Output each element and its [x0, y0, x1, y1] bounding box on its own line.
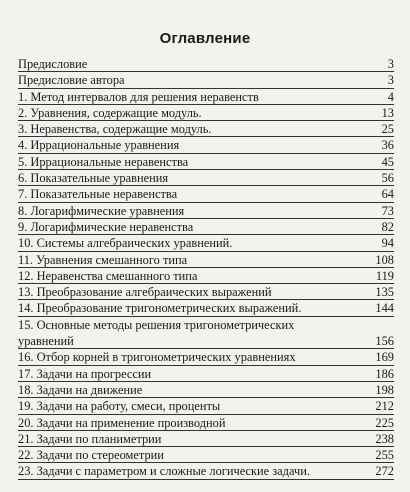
toc-entry	[18, 89, 394, 105]
toc-entry-page: 3	[387, 73, 394, 88]
toc-entry	[18, 219, 394, 235]
toc-entry-label: 2. Уравнения, содержащие модуль.	[18, 105, 202, 120]
toc-entry-page: 25	[381, 122, 394, 137]
toc-entry	[18, 447, 394, 463]
toc-entry-label: Предисловие автора	[18, 73, 125, 88]
toc-entry-page: 73	[381, 203, 394, 218]
toc-entry-label: 13. Преобразование алгебраических выражений	[18, 285, 272, 300]
toc-entry-page: 156	[375, 334, 394, 349]
toc-entry-page: 119	[375, 268, 394, 283]
toc-entry-label: 18. Задачи на движение	[18, 382, 143, 397]
toc-entry-page: 255	[375, 448, 394, 463]
toc-entry-label: 4. Иррациональные уравнения	[18, 138, 180, 153]
toc-entry-page: 135	[375, 285, 394, 300]
toc-entry-label: 12. Неравенства смешанного типа	[18, 268, 198, 283]
toc-entry-label: 10. Системы алгебраических уравнений.	[18, 236, 233, 251]
toc-entry-label: 23. Задачи с параметром и сложные логические задачи.	[18, 464, 310, 479]
toc-entry	[18, 317, 394, 350]
toc-entry-page: 64	[381, 187, 394, 202]
toc-entry-label: Предисловие	[18, 57, 88, 71]
toc-entry-page: 45	[381, 154, 394, 169]
toc-entry-label: 20. Задачи на применение производной	[18, 415, 226, 430]
toc-entry	[18, 121, 394, 137]
toc-entry	[18, 382, 394, 398]
toc-entry	[18, 398, 394, 414]
toc-entry	[18, 463, 394, 479]
toc-entry	[18, 284, 394, 300]
page-title: Оглавление	[159, 30, 251, 47]
toc-entry-label: 7. Показательные неравенства	[18, 187, 178, 202]
toc-entry	[18, 154, 394, 170]
toc-entry-label: 21. Задачи по планиметрии	[18, 431, 162, 446]
table-of-contents	[18, 56, 394, 480]
toc-entry-page: 56	[381, 171, 394, 186]
toc-entry	[18, 415, 394, 431]
toc-entry-page: 13	[381, 105, 394, 120]
toc-entry-page: 186	[375, 366, 394, 381]
toc-entry-label: 9. Логарифмические неравенства	[18, 219, 194, 234]
toc-entry-page: 144	[375, 301, 394, 316]
toc-entry	[18, 105, 394, 121]
toc-entry-label: 6. Показательные уравнения	[18, 171, 169, 186]
toc-entry	[18, 137, 394, 153]
toc-entry	[18, 300, 394, 316]
toc-entry-label: 14. Преобразование тригонометрических выражений.	[18, 301, 302, 316]
toc-entry-label: 22. Задачи по стереометрии	[18, 448, 164, 463]
toc-entry-page: 198	[375, 382, 394, 397]
toc-entry	[18, 186, 394, 202]
toc-entry-page: 4	[387, 89, 394, 104]
toc-entry-page: 169	[375, 350, 394, 365]
toc-entry-label: 5. Иррациональные неравенства	[18, 154, 189, 169]
toc-entry	[18, 56, 394, 72]
toc-entry-page: 108	[375, 252, 394, 267]
toc-entry-page: 94	[381, 236, 394, 251]
toc-entry-label: 19. Задачи на работу, смеси, проценты	[18, 399, 221, 414]
toc-entry-page: 212	[375, 399, 394, 414]
toc-entry-label: 17. Задачи на прогрессии	[18, 366, 152, 381]
toc-entry-label: 8. Логарифмические уравнения	[18, 203, 185, 218]
toc-entry-label: 3. Неравенства, содержащие модуль.	[18, 122, 212, 137]
toc-entry-page: 238	[375, 431, 394, 446]
toc-entry-label: 11. Уравнения смешанного типа	[18, 252, 188, 267]
toc-entry	[18, 268, 394, 284]
toc-entry	[18, 203, 394, 219]
toc-entry	[18, 235, 394, 251]
toc-entry	[18, 431, 394, 447]
toc-entry	[18, 170, 394, 186]
toc-entry	[18, 366, 394, 382]
toc-entry-label: 1. Метод интервалов для решения неравенств	[18, 89, 259, 104]
toc-entry	[18, 72, 394, 88]
toc-entry-page: 225	[375, 415, 394, 430]
toc-entry	[18, 252, 394, 268]
toc-entry-label: 15. Основные методы решения тригонометрических уравнений	[18, 317, 295, 349]
toc-entry-page: 3	[387, 57, 394, 71]
toc-entry	[18, 349, 394, 365]
toc-entry-page: 82	[381, 219, 394, 234]
toc-entry-page: 272	[375, 464, 394, 479]
toc-entry-page: 36	[381, 138, 394, 153]
toc-entry-label: 16. Отбор корней в тригонометрических уравнениях	[18, 350, 296, 365]
